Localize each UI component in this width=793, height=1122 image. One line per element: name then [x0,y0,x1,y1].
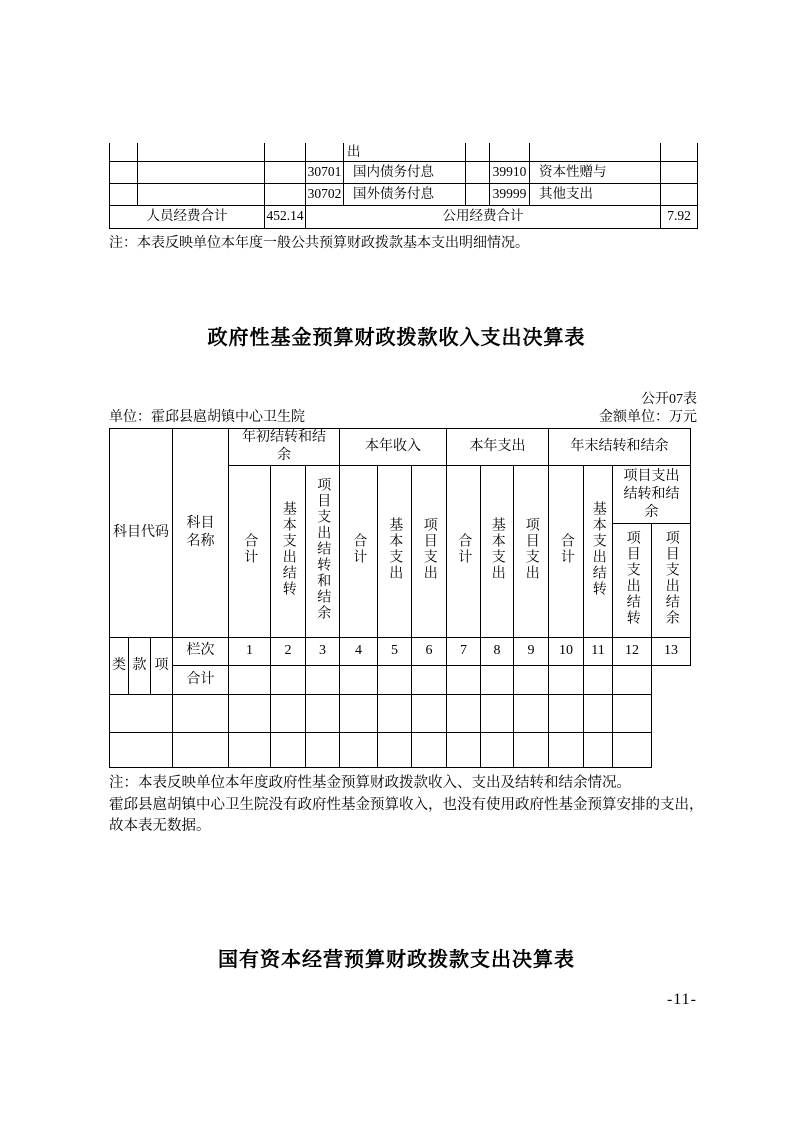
column-number: 4 [340,638,378,666]
header-col-basic-expense-text: 基本支出 [387,516,403,581]
header-col-project-carryover-balance [306,466,340,638]
empty-cell [378,666,412,695]
empty-cell [481,666,514,695]
column-number: 5 [378,638,412,666]
column-number: 7 [447,638,481,666]
empty-cell [661,161,698,183]
empty-cell [549,733,584,768]
column-number: 12 [613,638,652,666]
empty-cell [661,183,698,205]
table-row [110,161,698,183]
empty-cell [340,695,378,733]
column-number: 9 [514,638,549,666]
gov-fund-table-title: 政府性基金预算财政拨款收入支出决算表 [207,327,586,349]
header-col-basic-carryover-text: 基本支出结转 [590,500,606,597]
header-col-total [549,466,584,638]
empty-cell [340,733,378,768]
empty-cell [514,733,549,768]
header-col-basic-expense-text: 基本支出 [489,516,505,581]
empty-cell [549,695,584,733]
amount-unit: 金额单位：万元 [599,410,697,425]
empty-cell [173,733,229,768]
subject-code-cell: 39910 [490,161,530,183]
empty-cell [584,666,613,695]
page-number: -11- [666,991,697,1008]
subject-code-cell: 30701 [306,161,344,183]
code-class-cell: 类 [110,638,129,695]
table-number: 公开07表 [641,392,697,407]
empty-cell [229,733,271,768]
column-number: 3 [306,638,340,666]
column-number: 13 [652,638,691,666]
empty-cell [271,733,306,768]
code-section-cell: 款 [129,638,151,695]
personnel-total-value: 452.14 [265,205,306,228]
header-col-total-text: 合计 [242,532,258,565]
empty-cell [110,733,173,768]
column-number: 11 [584,638,613,666]
header-col-basic-carryover [584,466,613,638]
gov-fund-table-notes [109,773,709,838]
empty-cell [138,161,265,183]
header-col-project-expense-text: 项目支出 [421,516,437,581]
column-number: 10 [549,638,584,666]
code-item-cell: 项 [151,638,173,695]
gov-fund-table [109,428,691,768]
header-group-end-balance: 年末结转和结余 [549,429,691,466]
empty-cell [265,161,306,183]
empty-cell [271,695,306,733]
empty-cell [173,695,229,733]
empty-cell [306,143,344,161]
empty-cell [514,695,549,733]
column-index-label: 栏次 [173,638,229,666]
header-col-basic-expense [481,466,514,638]
empty-cell [549,666,584,695]
header-col-total [447,466,481,638]
table-row [110,183,698,205]
header-nested-project-carryover-balance-text: 项目支出结转和结余 [623,468,680,520]
empty-data-row [110,695,691,733]
note-line: 注：本表反映单位本年度政府性基金预算财政拨款收入、支出及结转和结余情况。 [109,775,631,791]
empty-cell [447,666,481,695]
header-group-row [110,429,691,466]
empty-cell [530,143,661,161]
column-number: 8 [481,638,514,666]
empty-cell [378,695,412,733]
header-subject-name [173,429,229,638]
header-group-begin-balance-text: 年初结转和结余 [242,430,327,464]
header-col-basic-carryover-text: 基本支出结转 [280,500,296,597]
empty-cell [481,733,514,768]
total-row-label: 合计 [173,666,229,695]
empty-cell [306,666,340,695]
empty-cell [447,733,481,768]
header-col-total-text: 合计 [558,532,574,565]
empty-cell [584,695,613,733]
empty-cell [229,695,271,733]
header-col-project-balance [652,524,691,638]
empty-cell [138,183,265,205]
empty-cell [138,143,265,161]
subject-name-cell: 国外债务付息 [344,183,466,205]
header-col-project-expense [514,466,549,638]
basic-expense-table-note: 注：本表反映单位本年度一般公共预算财政拨款基本支出明细情况。 [109,236,529,251]
basic-expense-continuation-table [109,143,698,229]
header-col-project-expense-text: 项目支出 [523,516,539,581]
header-group-begin-balance [229,429,340,466]
header-col-project-balance-text: 项目支出结余 [663,529,679,626]
subject-code-cell: 30702 [306,183,344,205]
empty-cell [613,666,652,695]
column-number: 6 [412,638,447,666]
empty-cell [110,143,138,161]
header-col-project-carryover-balance-text: 项目支出结转和结余 [315,476,331,621]
subject-code-cell: 39999 [490,183,530,205]
empty-cell [271,666,306,695]
column-index-row [110,638,691,666]
empty-cell [340,666,378,695]
empty-cell [110,161,138,183]
header-group-income: 本年收入 [340,429,447,466]
note-line: 霍邱县扈胡镇中心卫生院没有政府性基金预算收入，也没有使用政府性基金预算安排的支出， [109,796,704,813]
totals-row [110,205,698,228]
empty-cell [466,183,490,205]
table-row [110,143,698,161]
subject-name-cell: 国内债务付息 [344,161,466,183]
empty-cell [110,695,173,733]
header-col-total [340,466,378,638]
wrapped-text-tail: 出 [344,143,466,161]
subject-name-cell: 资本性赠与 [530,161,661,183]
empty-cell [412,695,447,733]
empty-cell [490,143,530,161]
empty-cell [265,183,306,205]
empty-cell [229,666,271,695]
empty-cell [613,733,652,768]
empty-cell [466,143,490,161]
unit-name: 单位：霍邱县扈胡镇中心卫生院 [109,410,305,425]
public-total-value: 7.92 [661,205,698,228]
header-subject-name-text: 科目名称 [186,516,215,550]
column-number: 2 [271,638,306,666]
empty-cell [306,733,340,768]
total-row [110,666,691,695]
header-col-total-text: 合计 [456,532,472,565]
state-capital-table-title: 国有资本经营预算财政拨款支出决算表 [218,949,575,971]
empty-cell [466,161,490,183]
header-col-project-carryover [613,524,652,638]
empty-cell [481,695,514,733]
personnel-total-label: 人员经费合计 [110,205,265,228]
header-col-total [229,466,271,638]
header-group-expense: 本年支出 [447,429,549,466]
header-col-basic-expense [378,466,412,638]
header-col-project-carryover-text: 项目支出结转 [624,529,640,626]
column-number: 1 [229,638,271,666]
empty-cell [661,143,698,161]
empty-cell [514,666,549,695]
subject-name-cell: 其他支出 [530,183,661,205]
header-col-basic-carryover [271,466,306,638]
empty-cell [306,695,340,733]
header-subject-code: 科目代码 [110,429,173,638]
empty-cell [265,143,306,161]
empty-cell [378,733,412,768]
empty-cell [412,733,447,768]
empty-cell [447,695,481,733]
empty-data-row [110,733,691,768]
header-col-project-expense [412,466,447,638]
empty-cell [613,695,652,733]
note-line: 故本表无数据。 [109,818,211,834]
header-col-total-text: 合计 [351,532,367,565]
empty-cell [412,666,447,695]
public-total-label: 公用经费合计 [306,205,661,228]
empty-cell [110,183,138,205]
empty-cell [584,733,613,768]
header-nested-project-carryover-balance [613,466,691,524]
